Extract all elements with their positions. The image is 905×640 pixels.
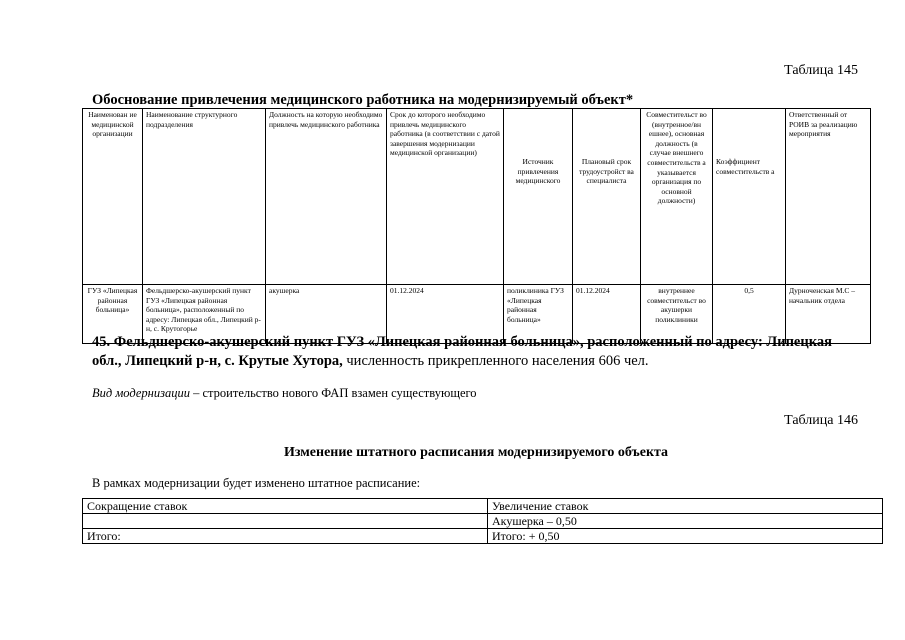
total-reduce: Итого: xyxy=(83,529,488,544)
table-146-title: Изменение штатного расписания модернизируемого объекта xyxy=(283,445,669,460)
cell-employment-date: 01.12.2024 xyxy=(573,285,641,344)
header-cell: Наименование структурного подразделения xyxy=(143,109,266,285)
staffing-total-row xyxy=(83,529,883,544)
header-cell: Совместительст во (внутренное/вн ешнее), основная должность (в случае внешнего совместительств а указывается организация по основной должности) xyxy=(641,109,713,285)
cell-source: поликлиника ГУЗ «Липецкая районная больница» xyxy=(504,285,573,344)
header-cell: Ответственный от РОИВ за реализацию мероприятия xyxy=(786,109,871,285)
table-number-146: Таблица 146 xyxy=(784,413,858,428)
increase-cell: Акушерка – 0,50 xyxy=(488,514,883,529)
cell-responsible: Дурноченская М.С – начальник отдела xyxy=(786,285,871,344)
section-45-population: численность прикрепленного населения 606 чел. xyxy=(342,353,649,369)
header-cell: Наименован ие медицинской организации xyxy=(83,109,143,285)
cell-coefficient: 0,5 xyxy=(713,285,786,344)
cell-organization: ГУЗ «Липецкая районная больница» xyxy=(83,285,143,344)
cell-deadline: 01.12.2024 xyxy=(387,285,504,344)
section-45-bold: 45. Фельдшерско-акушерский пункт ГУЗ «Липецкая районная больница», расположенный по адресу: Липецкая обл., Липецкий р-н, с. Крутые Хутора, xyxy=(92,334,832,369)
cell-combination: внутреннее совместительст во акушерки поликлиники xyxy=(641,285,713,344)
justification-table xyxy=(82,108,871,344)
col-increase: Увеличение ставок xyxy=(488,499,883,514)
header-cell: Источник привлечения медицинского xyxy=(504,109,573,285)
reduce-cell xyxy=(83,514,488,529)
section-45-heading xyxy=(92,333,852,371)
header-cell: Плановый срок трудоустройст ва специалиста xyxy=(573,109,641,285)
staffing-header-row xyxy=(83,499,883,514)
table-145-title: Обоснование привлечения медицинского работника на модернизируемый объект* xyxy=(92,92,634,108)
table-number-145: Таблица 145 xyxy=(784,63,858,78)
cell-position: акушерка xyxy=(266,285,387,344)
modernization-text: – строительство нового ФАП взамен существующего xyxy=(190,386,477,400)
header-cell: Срок до которого необходимо привлечь медицинского работника (в соответствии с датой завершения модернизации медицинской организации) xyxy=(387,109,504,285)
staffing-row xyxy=(83,514,883,529)
header-cell: Должность на которую необходимо привлечь медицинского работника xyxy=(266,109,387,285)
table-header-row xyxy=(83,109,871,285)
col-reduce: Сокращение ставок xyxy=(83,499,488,514)
modernization-type xyxy=(92,386,477,401)
header-cell: Коэффициент совместительств а xyxy=(713,109,786,285)
total-increase: Итого: + 0,50 xyxy=(488,529,883,544)
staffing-intro: В рамках модернизации будет изменено штатное расписание: xyxy=(92,476,421,490)
cell-subdivision: Фельдшерско-акушерский пункт ГУЗ «Липецкая районная больница», расположенный по адресу: Липецкая обл., Липецкий р-н, с. Крутогорье xyxy=(143,285,266,344)
modernization-label: Вид модернизации xyxy=(92,386,190,400)
staffing-table xyxy=(82,498,883,544)
